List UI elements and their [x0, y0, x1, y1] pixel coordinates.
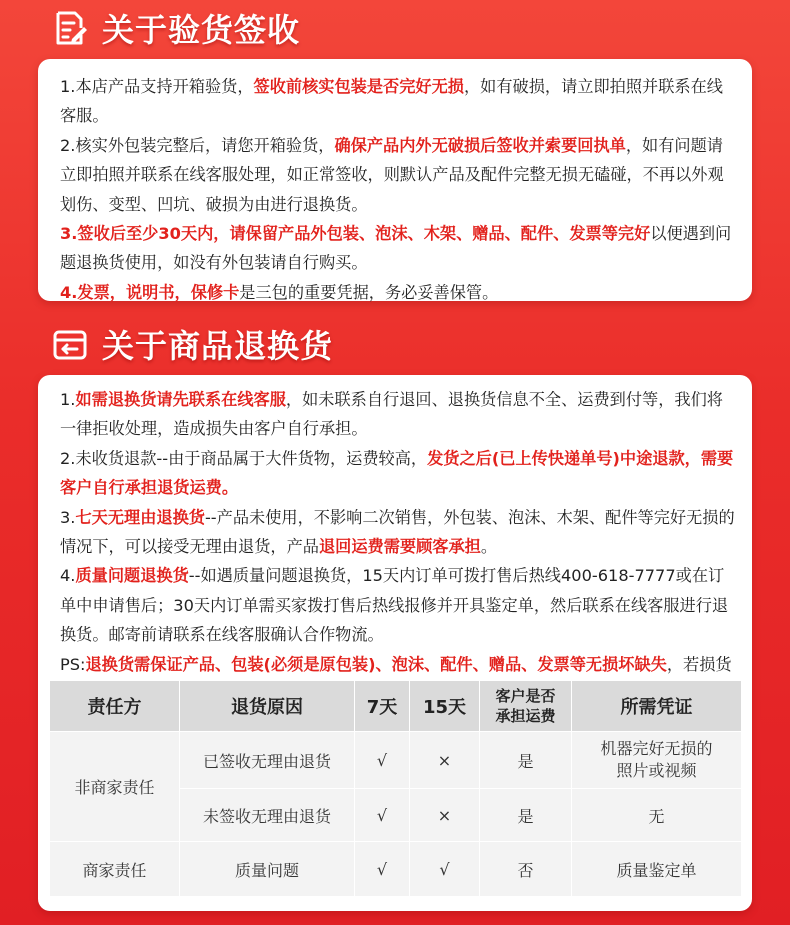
cell-15days: ×	[410, 732, 480, 789]
cell-proof: 无	[572, 789, 742, 842]
cell-proof: 质量鉴定单	[572, 842, 742, 897]
paragraph	[60, 72, 736, 131]
inspection-paragraphs	[60, 72, 736, 307]
cell-15days: ×	[410, 789, 480, 842]
cell-reason: 未签收无理由退货	[180, 789, 355, 842]
body-text: 1.本店产品支持开箱验货，	[60, 77, 254, 96]
cell-7days: √	[355, 842, 410, 897]
return-box-icon	[50, 324, 90, 364]
cell-non-merchant: 非商家责任	[50, 732, 180, 842]
cell-7days: √	[355, 789, 410, 842]
highlight-text: 退换货需保证产品、包装(必须是原包装)、泡沫、配件、赠品、发票等无损坏缺失	[85, 654, 667, 674]
highlight-text: 确保产品内外无破损后签收并索要回执单	[334, 135, 626, 155]
body-text: 3.	[60, 507, 76, 527]
paragraph	[60, 219, 736, 278]
cell-proof	[572, 732, 742, 789]
section-title-text: 关于验货签收	[102, 11, 301, 49]
cell-reason: 质量问题	[180, 842, 355, 897]
body-text: ，如未联系自行退回、退换货信息不全、运费到付等，我们将一律拒收处理，造成损失由客户自行承担。	[60, 390, 723, 439]
cell-proof-line2: 照片或视频	[616, 761, 697, 780]
section-title-inspection	[50, 2, 300, 54]
body-text: ，若损货	[666, 654, 732, 674]
body-text: --如遇质量问题退换货，15天内订单可拨打售后热线400-618-7777或在订单中申请售后；30天内订单需买家拨打售后热线报修并开具鉴定单，然后联系在线客服进行退换货。邮寄前请联系在线客服确认合作物流。	[60, 566, 729, 645]
body-text: 2.核实外包装完整后，请您开箱验货，	[60, 135, 335, 155]
cell-proof-line1: 机器完好无损的	[600, 739, 713, 758]
header-15days: 15天	[410, 681, 480, 732]
cell-reason: 已签收无理由退货	[180, 732, 355, 789]
table-row	[50, 732, 742, 789]
header-7days: 7天	[355, 681, 410, 732]
header-party: 责任方	[50, 681, 180, 732]
cell-freight: 否	[480, 842, 572, 897]
body-text: 2.未收货退款--由于商品属于大件货物，运费较高，	[60, 448, 428, 468]
section-title-text: 关于商品退换货	[102, 327, 334, 365]
highlight-text: 七天无理由退换货	[75, 507, 205, 527]
highlight-text: 3.签收后至少30天内，请保留产品外包装、泡沫、木架、赠品、配件、发票等完好	[60, 224, 651, 244]
body-text: 是三包的重要凭据，务必妥善保管。	[239, 282, 499, 302]
body-text: 以便遇到问题退换货使用，如没有外包装请自行购买。	[60, 224, 732, 273]
body-text: --产品未使用，不影响二次销售，外包装、泡沫、木架、配件等完好无损的情况下，可以接受无理由退货，产品	[60, 507, 735, 557]
document-edit-icon	[50, 8, 90, 48]
section-title-returns	[50, 318, 333, 370]
table-header-row	[50, 681, 742, 732]
header-proof: 所需凭证	[572, 681, 742, 732]
returns-card	[38, 375, 752, 911]
table-row	[50, 842, 742, 897]
body-text: ，如有问题请立即拍照并联系在线客服处理，如正常签收，则默认产品及配件完整无损无磕碰，不再以外观划伤、变型、凹坑、破损为由进行退换货。	[60, 135, 724, 214]
body-text: 4.	[60, 566, 76, 586]
body-text: 。	[480, 537, 498, 557]
return-policy-table	[49, 680, 742, 897]
paragraph	[60, 503, 736, 562]
paragraph	[60, 278, 736, 307]
body-text: PS:	[60, 654, 86, 674]
paragraph	[60, 444, 736, 503]
returns-paragraphs	[60, 385, 736, 708]
header-reason: 退货原因	[180, 681, 355, 732]
cell-15days: √	[410, 842, 480, 897]
highlight-text: 质量问题退换货	[75, 566, 189, 586]
highlight-text: 4.发票，说明书，保修卡	[60, 282, 240, 302]
highlight-text: 退回运费需要顾客承担	[319, 537, 481, 557]
cell-merchant: 商家责任	[50, 842, 180, 897]
body-text: ，如有破损，请立即拍照并联系在线客服。	[60, 77, 723, 126]
header-freight	[480, 681, 572, 732]
inspection-card	[38, 59, 752, 301]
highlight-text: 如需退换货请先联系在线客服	[75, 390, 286, 409]
cell-7days: √	[355, 732, 410, 789]
header-freight-line1: 客户是否	[495, 687, 556, 705]
paragraph	[60, 385, 736, 444]
paragraph	[60, 131, 736, 219]
paragraph	[60, 561, 736, 649]
header-freight-line2: 承担运费	[495, 707, 556, 725]
cell-freight: 是	[480, 732, 572, 789]
cell-freight: 是	[480, 789, 572, 842]
highlight-text: 发货之后(已上传快递单号)中途退款，需要客户自行承担退货运费。	[60, 448, 734, 498]
body-text: 1.	[60, 390, 76, 409]
highlight-text: 签收前核实包装是否完好无损	[253, 77, 464, 96]
